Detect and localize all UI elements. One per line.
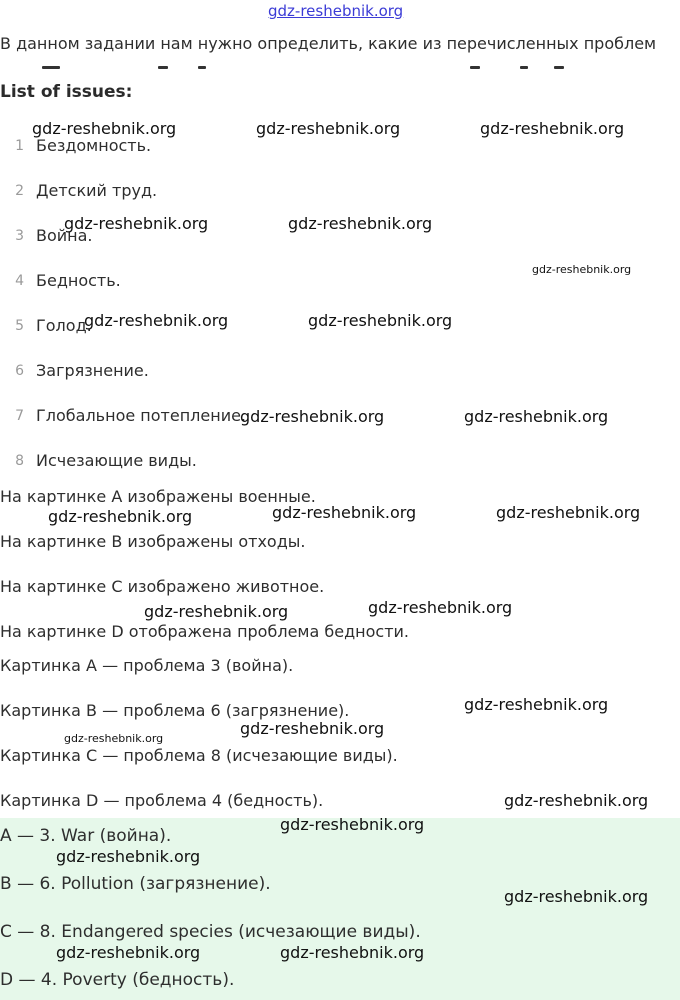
match-line: Картинка B — проблема 6 (загрязнение). — [0, 701, 350, 720]
list-item: Исчезающие виды. — [36, 451, 197, 470]
watermark: gdz-reshebnik.org — [84, 311, 229, 330]
match-line: Картинка C — проблема 8 (исчезающие виды). — [0, 746, 398, 765]
watermark: gdz-reshebnik.org — [64, 214, 209, 233]
picture-description: На картинке D отображена проблема бедности. — [0, 622, 409, 641]
watermark: gdz-reshebnik.org — [272, 503, 417, 522]
list-item: Загрязнение. — [36, 361, 149, 380]
list-item: Бездомность. — [36, 136, 152, 155]
watermark: gdz-reshebnik.org — [56, 847, 201, 866]
answer-line: B — 6. Pollution (загрязнение). — [0, 874, 271, 894]
watermark: gdz-reshebnik.org — [308, 311, 453, 330]
intro-text: В данном задании нам нужно определить, какие из перечисленных проблем — [0, 34, 657, 53]
watermark: gdz-reshebnik.org — [280, 815, 425, 834]
watermark: gdz-reshebnik.org — [288, 214, 433, 233]
clipped-text-line — [0, 66, 680, 76]
list-item-number: 5 — [15, 318, 24, 334]
watermark: gdz-reshebnik.org — [48, 507, 193, 526]
watermark: gdz-reshebnik.org — [280, 943, 425, 962]
watermark: gdz-reshebnik.org — [496, 503, 641, 522]
list-item-number: 7 — [15, 408, 24, 424]
answer-line: A — 3. War (война). — [0, 826, 172, 846]
picture-description: На картинке B изображены отходы. — [0, 532, 306, 551]
site-link[interactable]: gdz-reshebnik.org — [268, 2, 404, 20]
watermark: gdz-reshebnik.org — [144, 602, 289, 621]
watermark: gdz-reshebnik.org — [256, 119, 401, 138]
answer-line: D — 4. Poverty (бедность). — [0, 970, 235, 990]
watermark: gdz-reshebnik.org — [368, 598, 513, 617]
list-item: Глобальное потепление. — [36, 406, 247, 425]
list-item: Война. — [36, 226, 93, 245]
list-item: Детский труд. — [36, 181, 158, 200]
watermark: gdz-reshebnik.org — [240, 719, 385, 738]
watermark: gdz-reshebnik.org — [504, 791, 649, 810]
list-item-number: 4 — [15, 273, 24, 289]
picture-description: На картинке A изображены военные. — [0, 487, 316, 506]
match-line: Картинка D — проблема 4 (бедность). — [0, 791, 324, 810]
watermark: gdz-reshebnik.org — [464, 407, 609, 426]
picture-description: На картинке C изображено животное. — [0, 577, 325, 596]
list-item: Бедность. — [36, 271, 121, 290]
list-item-number: 1 — [15, 138, 24, 154]
list-item-number: 8 — [15, 453, 24, 469]
list-item-number: 2 — [15, 183, 24, 199]
watermark: gdz-reshebnik.org — [532, 263, 632, 276]
match-line: Картинка A — проблема 3 (война). — [0, 656, 294, 675]
answer-line: C — 8. Endangered species (исчезающие виды). — [0, 922, 421, 942]
watermark: gdz-reshebnik.org — [32, 119, 177, 138]
watermark: gdz-reshebnik.org — [56, 943, 201, 962]
list-title: List of issues: — [0, 82, 133, 102]
watermark: gdz-reshebnik.org — [504, 887, 649, 906]
watermark: gdz-reshebnik.org — [480, 119, 625, 138]
list-item-number: 6 — [15, 363, 24, 379]
watermark: gdz-reshebnik.org — [240, 407, 385, 426]
answer-box — [0, 818, 680, 1000]
watermark: gdz-reshebnik.org — [64, 732, 164, 745]
list-item-number: 3 — [15, 228, 24, 244]
watermark: gdz-reshebnik.org — [464, 695, 609, 714]
list-item: Голод. — [36, 316, 92, 335]
